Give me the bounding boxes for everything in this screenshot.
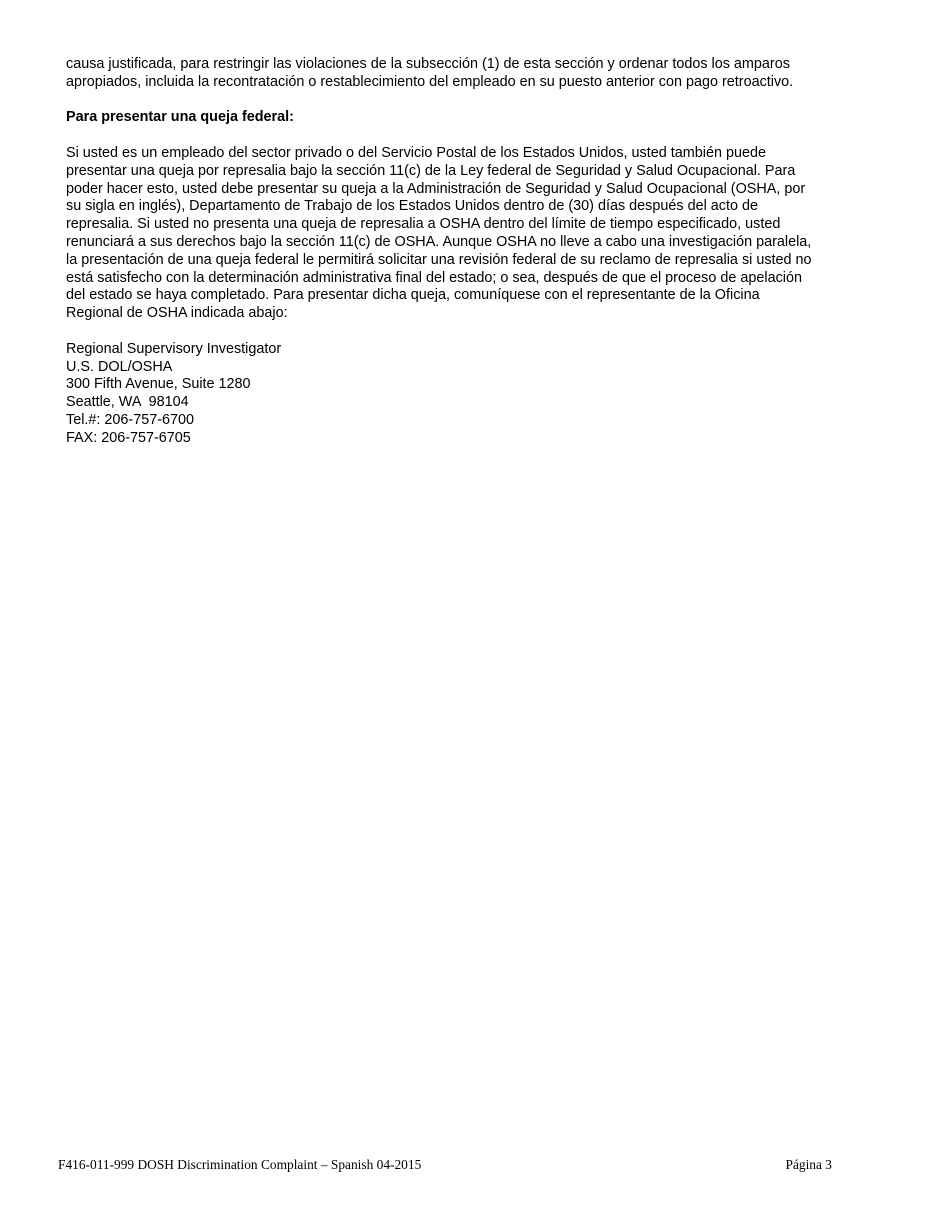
paragraph-remedies: causa justificada, para restringir las violaciones de la subsección (1) de esta sección y ordenar todos los amparos apropiados, incluida la recontratación o restablecimiento del empleado en su puesto anterior con pago retroactivo.: [66, 56, 794, 90]
osha-address-block: [66, 341, 884, 448]
address-fax: FAX: 206-757-6705: [66, 429, 191, 446]
paragraph-spacer: [66, 127, 884, 145]
paragraph-spacer: [66, 323, 884, 341]
address-street: 300 Fifth Avenue, Suite 1280: [66, 376, 251, 393]
address-city: Seattle, WA 98104: [66, 394, 189, 411]
paragraph-federal-complaint: Si usted es un empleado del sector privado o del Servicio Postal de los Estados Unidos, usted también puede presentar una queja por represalia bajo la sección 11(c) de la Ley federal de Seguridad y Salud Ocupacional. Para poder hacer esto, usted debe presentar su queja a la Administración de Seguridad y Salud Ocupacional (OSHA, por su sigla en inglés), Departamento de Trabajo de los Estados Unidos dentro de (30) días después del acto de represalia. Si usted no presenta una queja de represalia a OSHA dentro del límite de tiempo especificado, usted renunciará a sus derechos bajo la sección 11(c) de OSHA. Aunque OSHA no lleve a cabo una investigación paralela, la presentación de una queja federal le permitirá solicitar una revisión federal de su reclamo de represalia si usted no está satisfecho con la determinación administrativa final del estado; o sea, después de que el proceso de apelación del estado se haya completado. Para presentar dicha queja, comuníquese con el representante de la Oficina Regional de OSHA indicada abajo:: [66, 144, 812, 322]
paragraph-spacer: [66, 92, 884, 110]
address-phone: Tel.#: 206-757-6700: [66, 411, 195, 428]
footer-form-id: F416-011-999 DOSH Discrimination Complaint – Spanish 04-2015: [58, 1157, 422, 1172]
address-organization: U.S. DOL/OSHA: [66, 358, 173, 375]
page-body: [66, 56, 884, 448]
address-title: Regional Supervisory Investigator: [66, 340, 282, 357]
section-heading: Para presentar una queja federal:: [66, 109, 294, 126]
footer-page-number: Página 3: [785, 1157, 832, 1172]
